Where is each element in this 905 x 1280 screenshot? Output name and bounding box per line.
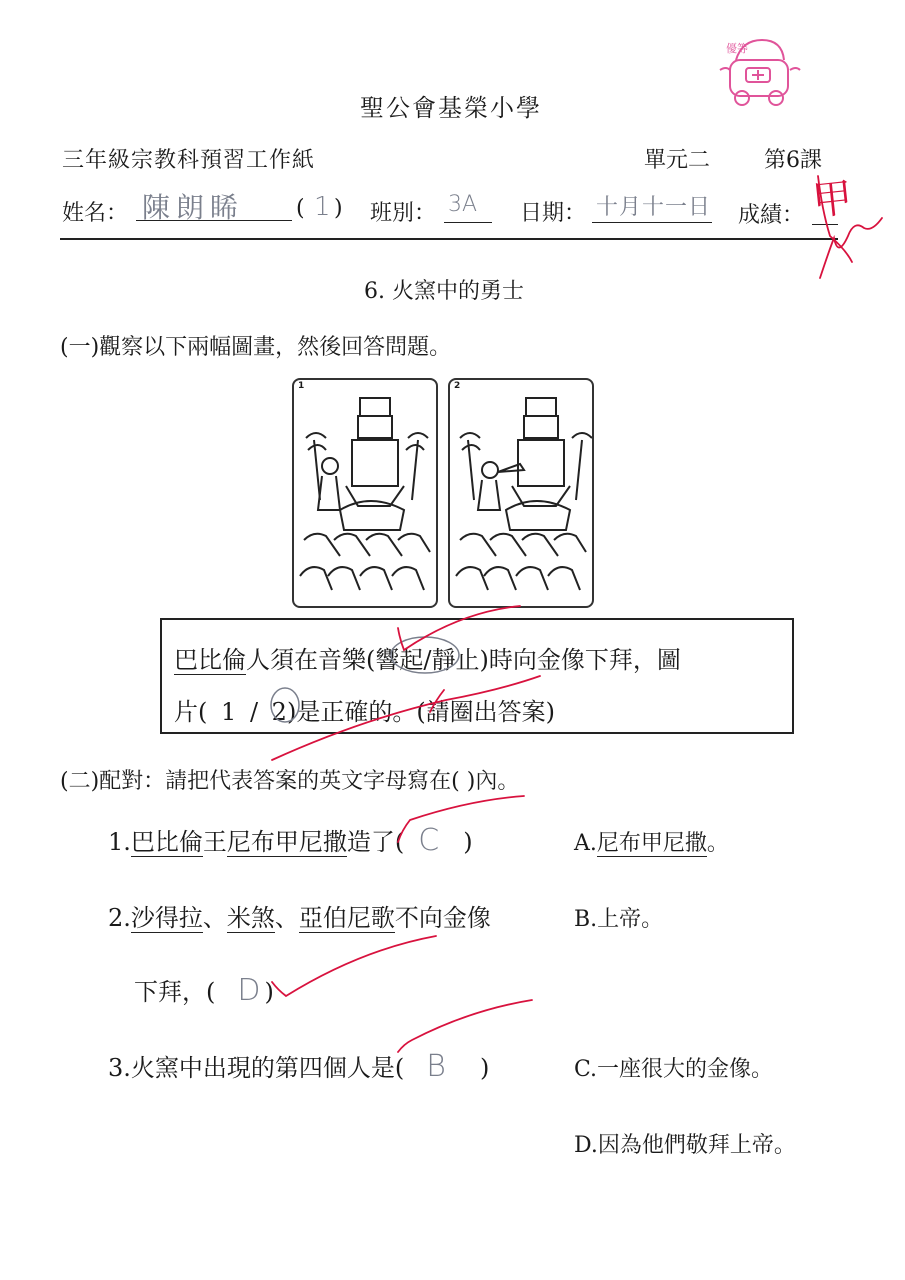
name-value: 陳朗睎 — [142, 191, 245, 224]
class-label: 班別： — [370, 201, 437, 226]
class-field — [444, 190, 492, 223]
q3 — [108, 1048, 489, 1084]
q1-number: 1. — [108, 828, 131, 856]
q1-underline-2: 尼布甲尼撒 — [226, 828, 347, 856]
babylon-underlined: 巴比倫 — [174, 646, 246, 674]
q2-line-1 — [108, 898, 491, 933]
date-value: 十月十一日 — [596, 195, 712, 220]
class-number-close: ) — [334, 196, 343, 221]
header-divider — [60, 238, 838, 240]
worksheet-title: 三年級宗教科預習工作紙 — [62, 148, 316, 173]
q2-underline-2: 米煞 — [226, 904, 275, 932]
q2-underline-3: 亞伯尼歌 — [298, 904, 395, 932]
grade-value: 甲 — [810, 175, 855, 225]
class-number-open: ( — [296, 196, 305, 221]
q1-close: ) — [463, 828, 473, 856]
name-label: 姓名： — [62, 201, 129, 226]
q2-text-2: 、 — [274, 904, 299, 932]
score-label: 成績： — [738, 203, 805, 228]
choice-picture-1: 1 — [221, 698, 237, 726]
q2-close: ) — [264, 978, 274, 1006]
option-a-underlined: 尼布甲尼撒 — [596, 831, 707, 856]
q2-line-2-text: 下拜，( — [134, 978, 216, 1006]
option-a — [574, 826, 729, 857]
q3-answer: B — [426, 1049, 446, 1084]
date-label: 日期： — [520, 201, 587, 226]
part2-heading: (二)配對：請把代表答案的英文字母寫在( )內。 — [60, 769, 520, 794]
name-field — [136, 186, 292, 224]
q2-text-3: 不向金像 — [394, 904, 491, 932]
lesson-title: 6. 火窯中的勇士 — [364, 279, 524, 304]
q-line1-text-a: 人須在音樂( — [246, 646, 376, 674]
choice-picture-2: 2 — [271, 698, 287, 726]
check-mark-q3 — [398, 1000, 532, 1052]
picture-1-drawing — [294, 380, 436, 606]
check-mark-q2 — [272, 936, 436, 996]
question-box — [160, 618, 794, 734]
q1-text-2: 造了( — [346, 828, 405, 856]
option-a-suffix: 。 — [706, 831, 729, 856]
date-field — [592, 190, 712, 223]
option-c: C.一座很大的金像。 — [574, 1057, 774, 1082]
q-line1-text-b: /靜止)時向金像下拜，圖 — [423, 646, 681, 674]
q2-number: 2. — [108, 904, 131, 932]
picture-2-drawing — [450, 380, 592, 606]
q1 — [108, 822, 473, 858]
part1-heading: (一)觀察以下兩幅圖畫，然後回答問題。 — [60, 335, 452, 360]
q1-answer: C — [418, 823, 440, 858]
q2-text-1: 、 — [202, 904, 227, 932]
class-number-value: 1 — [314, 192, 331, 222]
q3-text: 火窯中出現的第四個人是( — [130, 1054, 405, 1082]
question-line-2 — [174, 692, 555, 727]
teacher-stamp — [712, 30, 808, 110]
picture-2-number: 2 — [454, 381, 461, 391]
option-a-prefix: A. — [574, 831, 597, 856]
unit-label: 單元二 — [644, 148, 711, 173]
class-value: 3A — [448, 192, 478, 217]
lesson-label: 第6課 — [764, 148, 822, 173]
q2-underline-1: 沙得拉 — [130, 904, 203, 932]
picture-1-number: 1 — [298, 381, 305, 391]
picture-2 — [448, 378, 594, 608]
q2-answer: D — [237, 973, 261, 1008]
choice-slash: / — [249, 698, 259, 726]
question-line-1 — [174, 640, 681, 675]
q1-underline-1: 巴比倫 — [130, 828, 203, 856]
q3-number: 3. — [108, 1054, 131, 1082]
school-name: 聖公會基榮小學 — [360, 94, 542, 122]
q-line2-text-a: 片( — [174, 698, 208, 726]
q2-line-2 — [134, 972, 274, 1008]
choice-music-on: 響起 — [375, 646, 424, 674]
picture-1 — [292, 378, 438, 608]
q-line2-text-b: )是正確的。(請圈出答案) — [286, 698, 556, 726]
stamp-text: 優等 — [726, 42, 748, 55]
option-b: B.上帝。 — [574, 907, 664, 932]
q1-text-1: 王 — [202, 828, 227, 856]
option-d: D.因為他們敬拜上帝。 — [574, 1133, 796, 1158]
q3-close: ) — [479, 1054, 490, 1082]
